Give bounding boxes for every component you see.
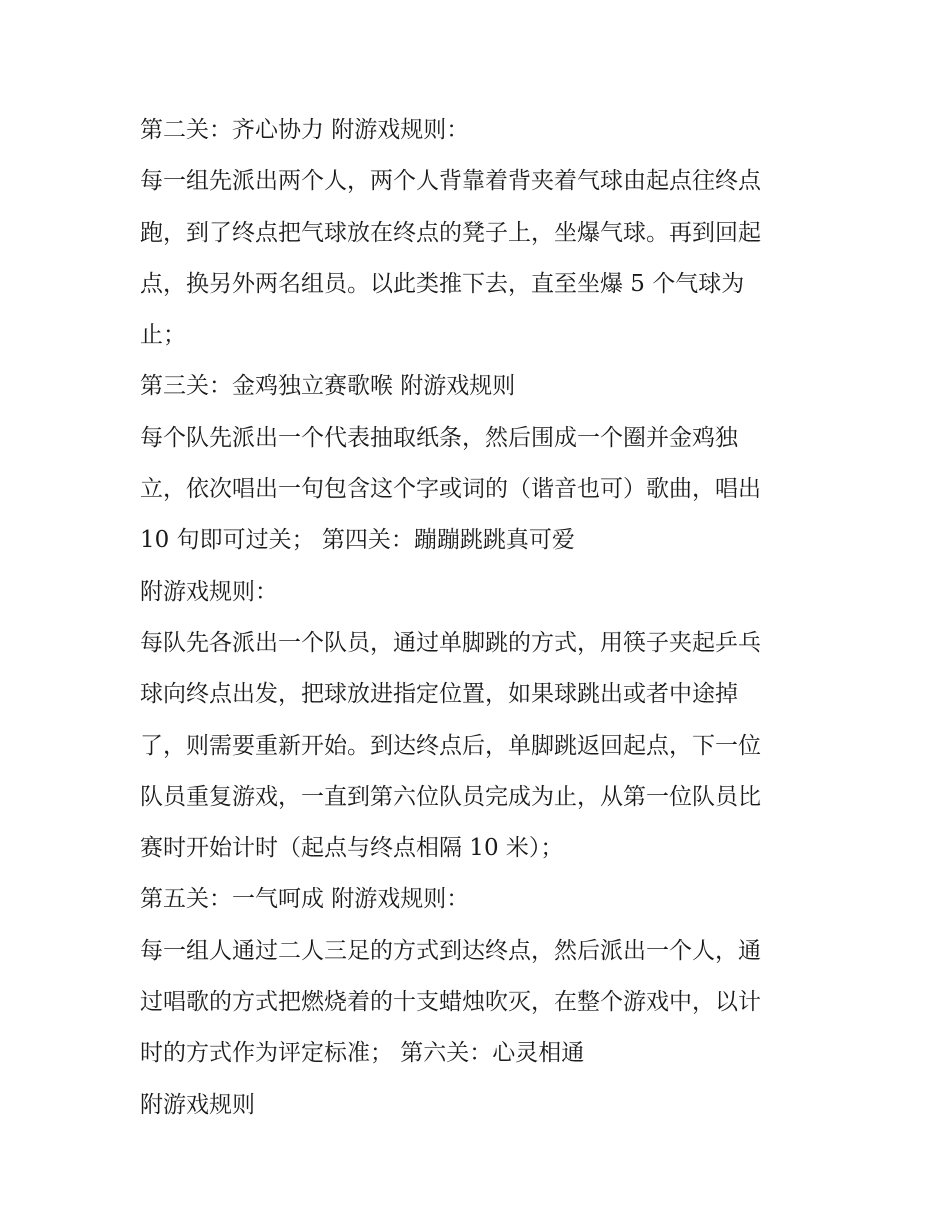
paragraph-line: 球向终点出发，把球放进指定位置，如果球跳出或者中途掉 (140, 681, 738, 708)
rules-label: 附游戏规则： (140, 578, 278, 605)
document-body (140, 105, 820, 1131)
paragraph-line: 时的方式作为评定标准； 第六关：心灵相通 (140, 1040, 585, 1067)
level-2-heading: 第二关：齐心协力 附游戏规则： (140, 117, 470, 143)
paragraph-line: 过唱歌的方式把燃烧着的十支蜡烛吹灭，在整个游戏中，以计 (140, 989, 761, 1016)
paragraph-line: 队员重复游戏，一直到第六位队员完成为止，从第一位队员比 (140, 783, 761, 810)
paragraph-line: 跑，到了终点把气球放在终点的凳子上，坐爆气球。再到回起 (140, 219, 761, 246)
paragraph-line: 每一组人通过二人三足的方式到达终点，然后派出一个人，通 (140, 937, 761, 964)
level-3-heading: 第三关：金鸡独立赛歌喉 附游戏规则 (140, 373, 516, 400)
paragraph-line: 每个队先派出一个代表抽取纸条，然后围成一个圈并金鸡独 (140, 424, 738, 451)
paragraph-line: 立，依次唱出一句包含这个字或词的（谐音也可）歌曲，唱出 (140, 476, 761, 503)
paragraph-line: 10 句即可过关； 第四关：蹦蹦跳跳真可爱 (140, 527, 575, 554)
paragraph-line: 止； (140, 322, 186, 349)
paragraph-line: 每队先各派出一个队员，通过单脚跳的方式，用筷子夹起乒乓 (140, 629, 761, 656)
paragraph-line: 了，则需要重新开始。到达终点后，单脚跳返回起点，下一位 (140, 732, 761, 759)
rules-label: 附游戏规则 (140, 1091, 255, 1118)
paragraph-line: 点，换另外两名组员。以此类推下去，直至坐爆 5 个气球为 (140, 270, 745, 297)
paragraph-line: 赛时开始计时（起点与终点相隔 10 米）； (140, 835, 564, 862)
level-5-heading: 第五关：一气呵成 附游戏规则： (140, 886, 470, 913)
paragraph-line: 每一组先派出两个人，两个人背靠着背夹着气球由起点往终点 (140, 168, 761, 195)
